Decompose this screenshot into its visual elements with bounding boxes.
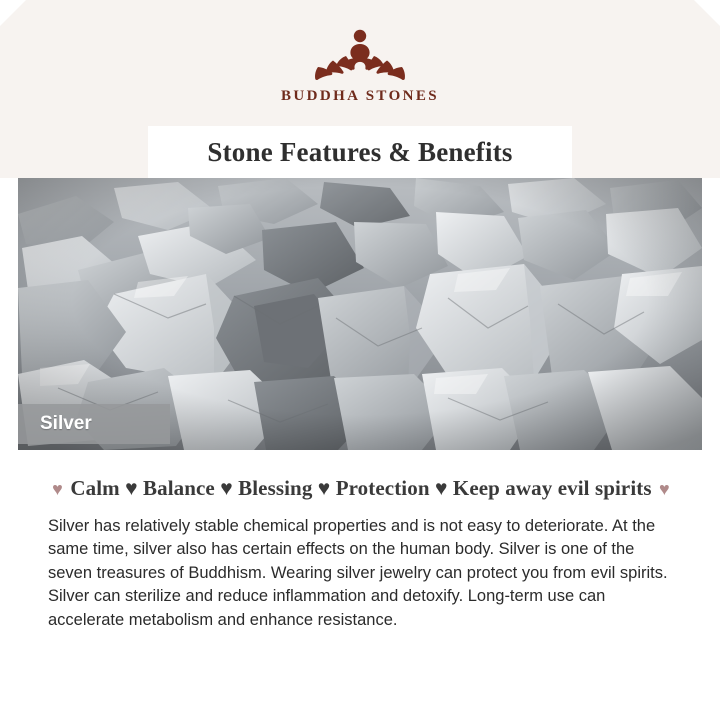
left-border-tint: [0, 0, 18, 178]
benefits-panel: [18, 450, 702, 668]
lotus-meditation-icon: [278, 22, 442, 86]
heart-icon: ♥: [659, 479, 670, 499]
benefit-keywords: [48, 476, 674, 501]
corner-cut-bottom-left: [0, 694, 26, 720]
benefit-keywords-text: Calm ♥ Balance ♥ Blessing ♥ Protection ♥ Keep away evil spirits: [70, 476, 652, 500]
stone-name-text: Silver: [40, 413, 92, 434]
corner-cut-top-right: [694, 0, 720, 26]
corner-cut-bottom-right: [694, 694, 720, 720]
stone-description: Silver has relatively stable chemical properties and is not easy to deteriorate. At the same time, silver also has certain effects on the human body. Silver is one of the seven treasures of Buddhism. Wearing silver jewelry can protect you from evil spirits. Silver can sterilize and reduce inflammation and detoxify. Long-term use can accelerate metabolism and enhance resistance.: [48, 517, 668, 629]
right-border-tint: [702, 0, 720, 178]
heart-icon: ♥: [52, 479, 63, 499]
section-title-band: [148, 126, 572, 178]
brand-header: [0, 0, 720, 128]
page-title: Stone Features & Benefits: [207, 136, 513, 167]
bottom-border: [0, 668, 720, 720]
brand-name: BUDDHA STONES: [280, 88, 440, 104]
stone-name-label: [18, 404, 170, 444]
corner-cut-top-left: [0, 0, 26, 26]
